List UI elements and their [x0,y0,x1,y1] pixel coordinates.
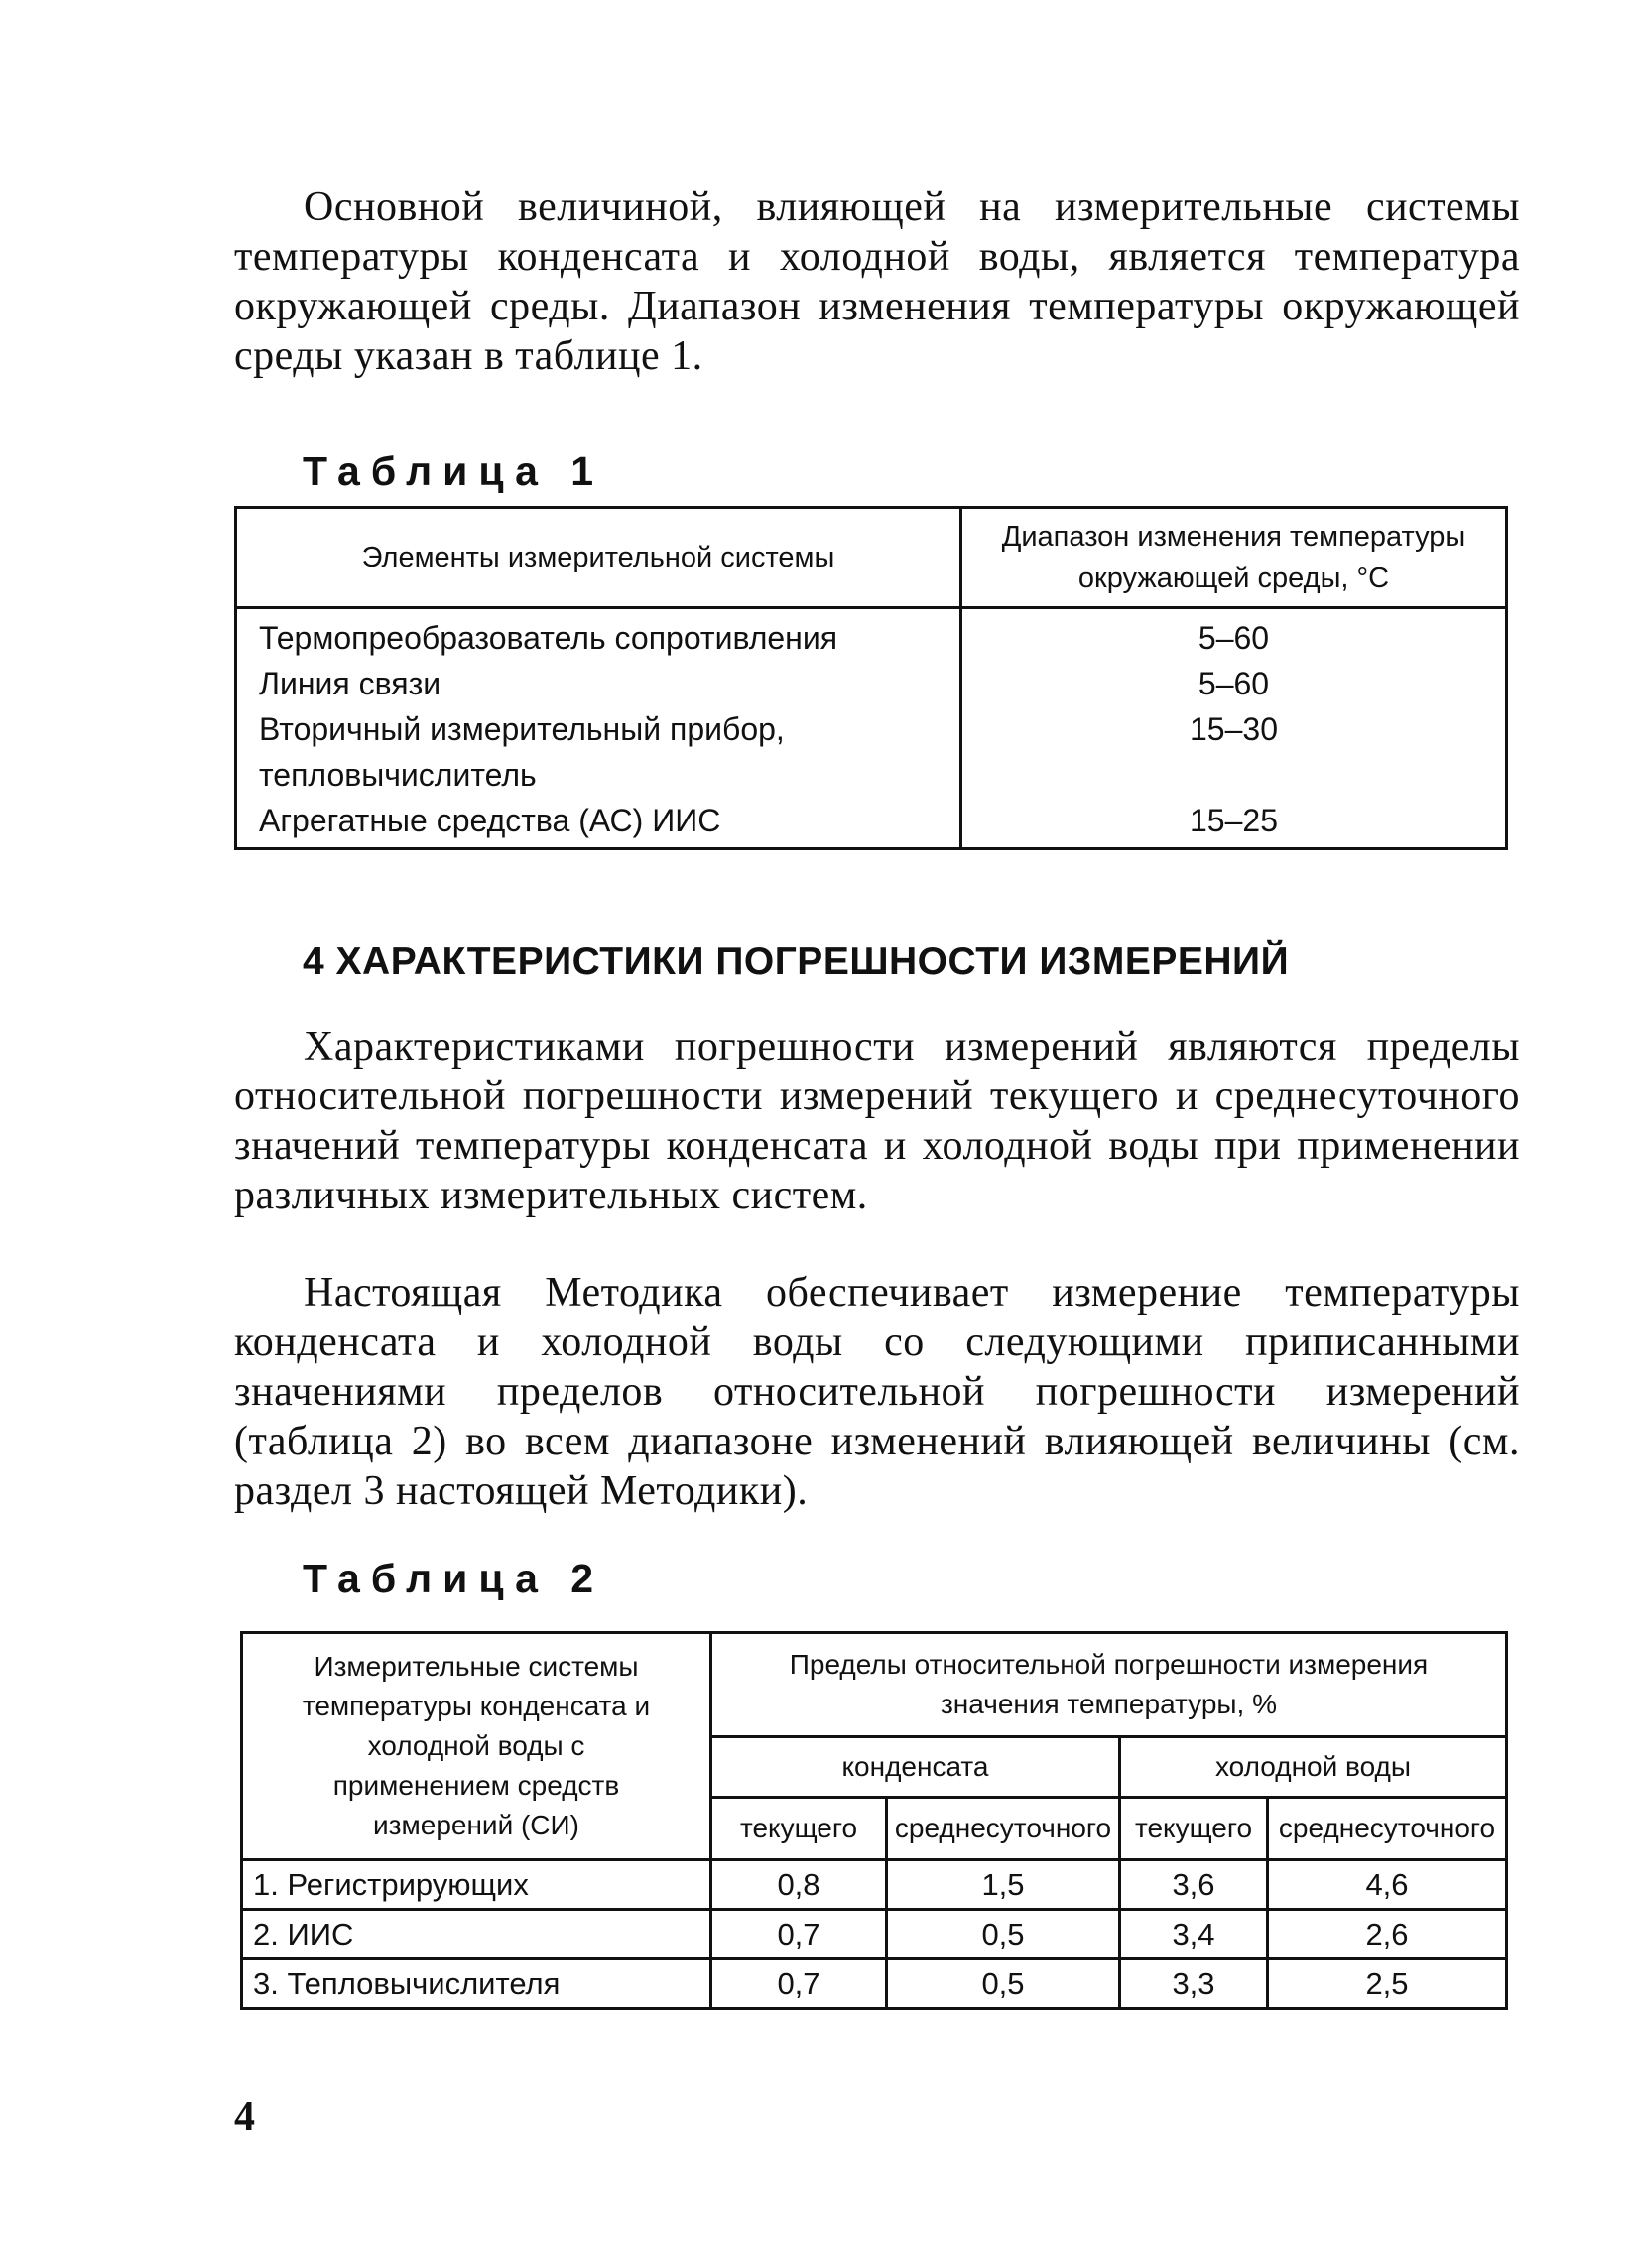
table2-header-cold-water: холодной воды [1120,1737,1507,1798]
section-heading: 4 ХАРАКТЕРИСТИКИ ПОГРЕШНОСТИ ИЗМЕРЕНИЙ [303,941,1290,983]
table-row [242,1860,1507,1910]
table-row [242,1959,1507,2009]
table1-range-cell: 15–25 [961,798,1507,849]
table1-element-cell: Вторичный измерительный прибор, тепловычислитель [236,706,961,798]
table-row [236,608,1507,662]
intro-paragraph: Основной величиной, влияющей на измерительные системы температуры конденсата и холодной воды, является температура окружающей среды. Диапазон изменения температуры окружающей среды указан в таблице 1. [234,185,1520,379]
table2-value-cell: 3,4 [1120,1910,1268,1959]
page-number: 4 [234,2094,255,2140]
error-limits-table [240,1631,1508,2010]
table2-caption: Таблица 2 [303,1556,605,1601]
table2-value-cell: 0,5 [887,1959,1120,2009]
table1-range-cell: 15–30 [961,706,1507,798]
error-characteristics-paragraph: Характеристиками погрешности измерений являются пределы относительной погрешности измерений текущего и среднесуточного значений температуры конденсата и холодной воды при применении различных измерительных систем. [234,1024,1520,1218]
table1-range-cell: 5–60 [961,608,1507,662]
table2-value-cell: 3,3 [1120,1959,1268,2009]
table2-header-current: текущего [1120,1798,1268,1860]
table2-header-condensate: конденсата [711,1737,1120,1798]
table2-value-cell: 0,8 [711,1860,887,1910]
table2-system-cell: 3. Тепловычислителя [242,1959,711,2009]
table2-header-current: текущего [711,1798,887,1860]
methodology-paragraph: Настоящая Методика обеспечивает измерение температуры конденсата и холодной воды со следующими приписанными значениями пределов относительной погрешности измерений (таблица 2) во всем диапазоне изменений влияющей величины (см. раздел 3 настоящей Методики). [234,1270,1520,1514]
table1-caption: Таблица 1 [303,448,605,494]
ambient-temperature-table [234,506,1508,850]
table2-header-daily: среднесуточного [1268,1798,1507,1860]
table2-header-daily: среднесуточного [887,1798,1120,1860]
table2-system-cell: 1. Регистрирующих [242,1860,711,1910]
table2-header-limits: Пределы относительной погрешности измерения значения температуры, % [711,1633,1507,1737]
table2-system-cell: 2. ИИС [242,1910,711,1959]
table2-value-cell: 1,5 [887,1860,1120,1910]
table2-value-cell: 3,6 [1120,1860,1268,1910]
table1-element-cell: Линия связи [236,661,961,706]
table2-value-cell: 0,7 [711,1959,887,2009]
table1-header-elements: Элементы измерительной системы [236,508,961,608]
table1-element-cell: Агрегатные средства (АС) ИИС [236,798,961,849]
table-row [242,1910,1507,1959]
table1-header-range: Диапазон изменения температуры окружающей среды, °С [961,508,1507,608]
table-row [236,661,1507,706]
table1-range-cell: 5–60 [961,661,1507,706]
table-row [236,798,1507,849]
table-row [236,706,1507,798]
table2-value-cell: 0,5 [887,1910,1120,1959]
table2-value-cell: 0,7 [711,1910,887,1959]
table2-value-cell: 2,5 [1268,1959,1507,2009]
table1-element-cell: Термопреобразователь сопротивления [236,608,961,662]
table2-value-cell: 2,6 [1268,1910,1507,1959]
table2-value-cell: 4,6 [1268,1860,1507,1910]
table2-header-systems: Измерительные системы температуры конденсата и холодной воды с применением средств измерений (СИ) [242,1633,711,1860]
